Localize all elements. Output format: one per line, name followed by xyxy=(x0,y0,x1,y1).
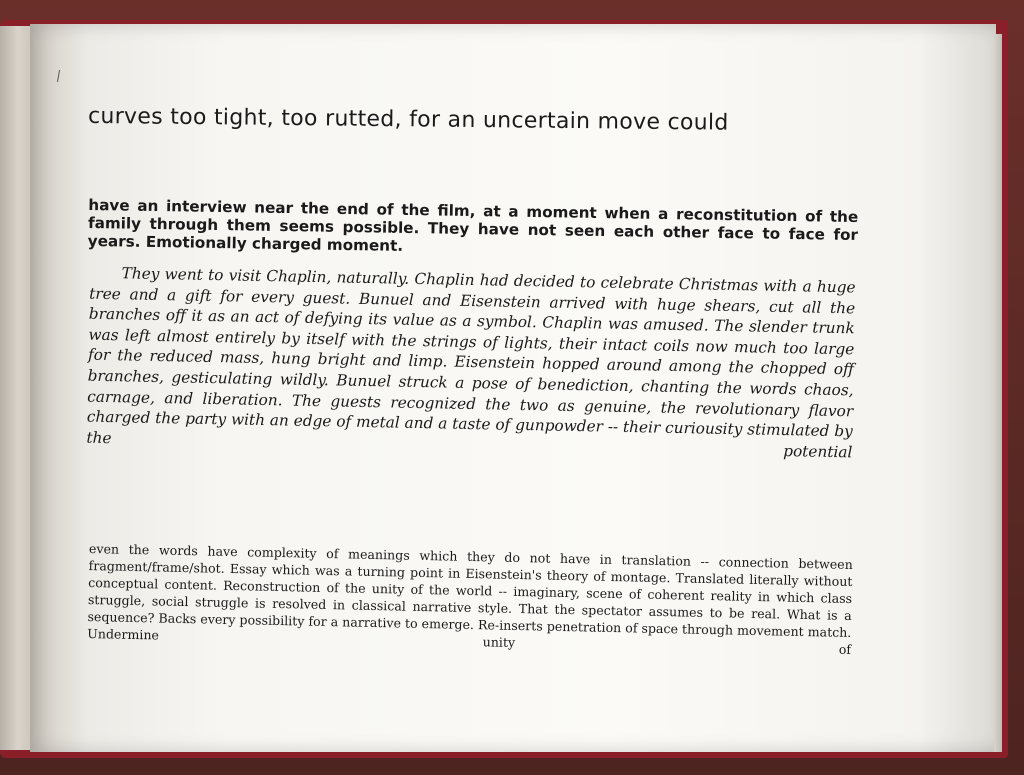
bold-paragraph: have an interview near the end of the film, at a moment when a reconstitution of the family through them seems possible. They have not seen each other face to face for years. Emotionally charged moment. xyxy=(87,195,859,255)
italic-paragraph-block xyxy=(86,263,855,463)
left-page-edge xyxy=(0,26,31,750)
right-page-edge xyxy=(994,34,1002,752)
italic-paragraph: They went to visit Chaplin, naturally. Chaplin had decided to celebrate Christmas with a huge tree and a gift for every guest. Bunuel and Eisenstein arrived with huge shears, cut all the branches off it as an act of defying its value as a symbol. Chaplin was amused. The slender trunk was left almost entirely by itself with the strings of lights, their intact coils now much too large for the reduced mass, hung bright and limp. Eisenstein hopped around among the chopped off branches, gesticulating wildly. Bunuel struck a pose of benediction, chanting the words chaos, carnage, and liberation. The guests recognized the two as genuine, the revolutionary flavor charged the party with an edge of metal and a taste of gunpowder -- their curiousity stimulated by the potential xyxy=(86,264,856,462)
page-heading: curves too tight, too rutted, for an uncertain move could xyxy=(87,103,729,136)
small-paragraph: even the words have complexity of meanings which they do not have in translation -- connection between fragment/frame/shot. Essay which was a turning point in Eisenstein's theory of montage. Translated literally without conceptual content. Reconstruction of the unity of the world -- imaginary, scene of coherent reality in which class struggle, social struggle is resolved in classical narrative style. That the spectator assumes to be real. What is a sequence? Backs every possibility for a narrative to emerge. Re-inserts penetration of space through movement match. Undermine unity of xyxy=(87,541,853,658)
